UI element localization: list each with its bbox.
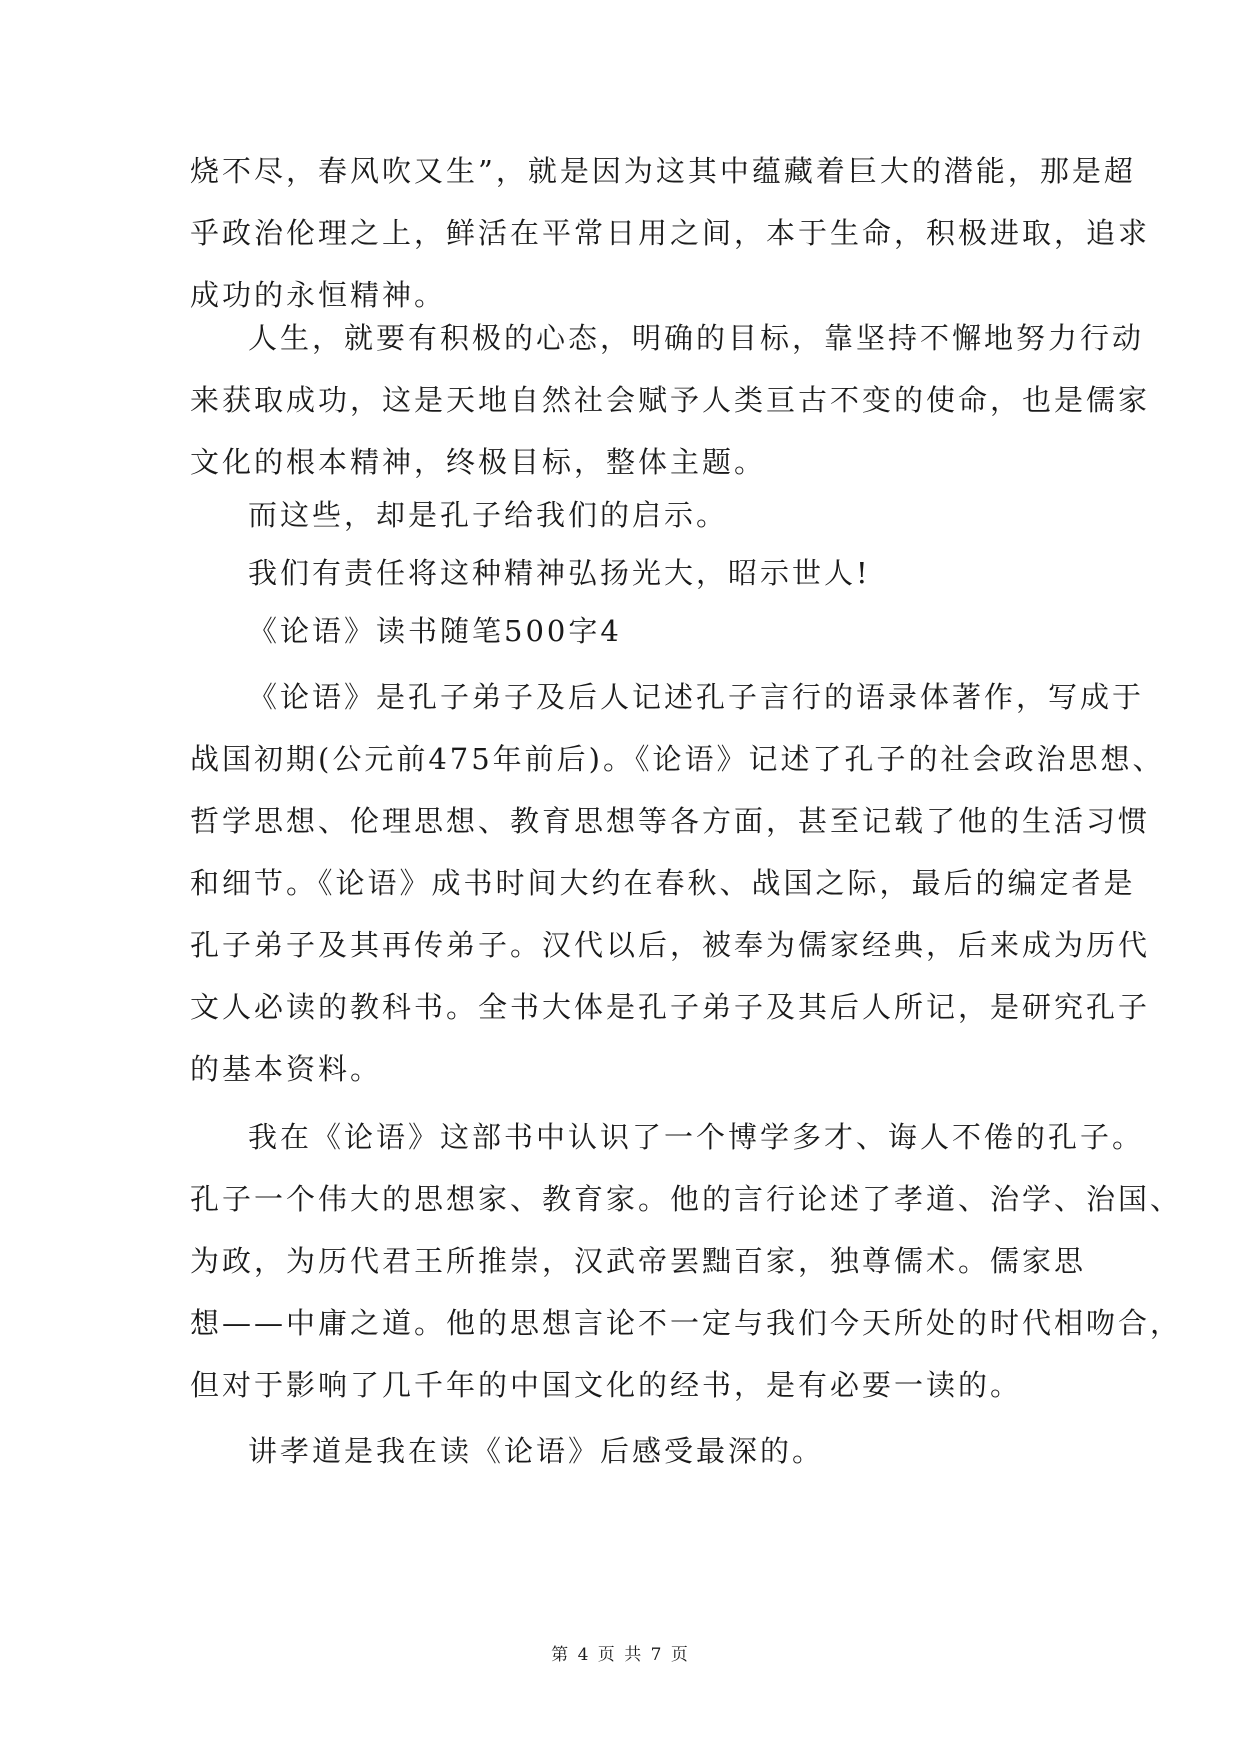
text-line: 讲孝道是我在读《论语》后感受最深的。 (248, 1434, 825, 1468)
text-line: 人生，就要有积极的心态，明确的目标，靠坚持不懈地努力行动 (248, 321, 1145, 355)
text-line: 哲学思想、伦理思想、教育思想等各方面，甚至记载了他的生活习惯 (190, 804, 1151, 838)
paragraph-6 (190, 1106, 1183, 1416)
paragraph-4 (190, 542, 1060, 604)
text-line: 但对于影响了几千年的中国文化的经书，是有必要一读的。 (190, 1368, 1023, 1402)
section-heading (190, 600, 1060, 662)
text-line: 《论语》是孔子弟子及后人记述孔子言行的语录体著作，写成于 (248, 680, 1145, 714)
text-line: 为政，为历代君王所推崇，汉武帝罢黜百家，独尊儒术。儒家思 (190, 1244, 1087, 1278)
page-footer (0, 1640, 1241, 1665)
text-line: 想——中庸之道。他的思想言论不一定与我们今天所处的时代相吻合， (190, 1306, 1183, 1340)
text-line: 来获取成功，这是天地自然社会赋予人类亘古不变的使命，也是儒家 (190, 383, 1151, 417)
text-line: 文人必读的教科书。全书大体是孔子弟子及其后人所记，是研究孔子 (190, 990, 1151, 1024)
text-line: 而这些，却是孔子给我们的启示。 (248, 498, 729, 532)
text-line: 乎政治伦理之上，鲜活在平常日用之间，本于生命，积极进取，追求 (190, 216, 1151, 250)
text-line: 成功的永恒精神。 (190, 278, 447, 312)
paragraph-7 (190, 1420, 1060, 1482)
section-title: 《论语》读书随笔500字4 (248, 614, 622, 648)
text-line: 烧不尽，春风吹又生”，就是因为这其中蕴藏着巨大的潜能，那是超 (190, 154, 1136, 188)
text-line: 孔子一个伟大的思想家、教育家。他的言行论述了孝道、治学、治国、 (190, 1182, 1183, 1216)
paragraph-1 (190, 140, 1151, 326)
paragraph-2 (190, 307, 1151, 493)
text-line: 和细节。《论语》成书时间大约在春秋、战国之际，最后的编定者是 (190, 866, 1136, 900)
text-line: 文化的根本精神，终极目标，整体主题。 (190, 445, 767, 479)
page-number: 第 4 页 共 7 页 (551, 1645, 690, 1665)
text-line: 的基本资料。 (190, 1052, 383, 1086)
text-line: 孔子弟子及其再传弟子。汉代以后，被奉为儒家经典，后来成为历代 (190, 928, 1151, 962)
text-line: 我们有责任将这种精神弘扬光大，昭示世人! (248, 556, 871, 590)
text-line: 我在《论语》这部书中认识了一个博学多才、诲人不倦的孔子。 (248, 1120, 1145, 1154)
paragraph-3 (190, 484, 1060, 546)
text-line: 战国初期(公元前475年前后)。《论语》记述了孔子的社会政治思想、 (190, 742, 1165, 776)
paragraph-5 (190, 666, 1165, 1100)
